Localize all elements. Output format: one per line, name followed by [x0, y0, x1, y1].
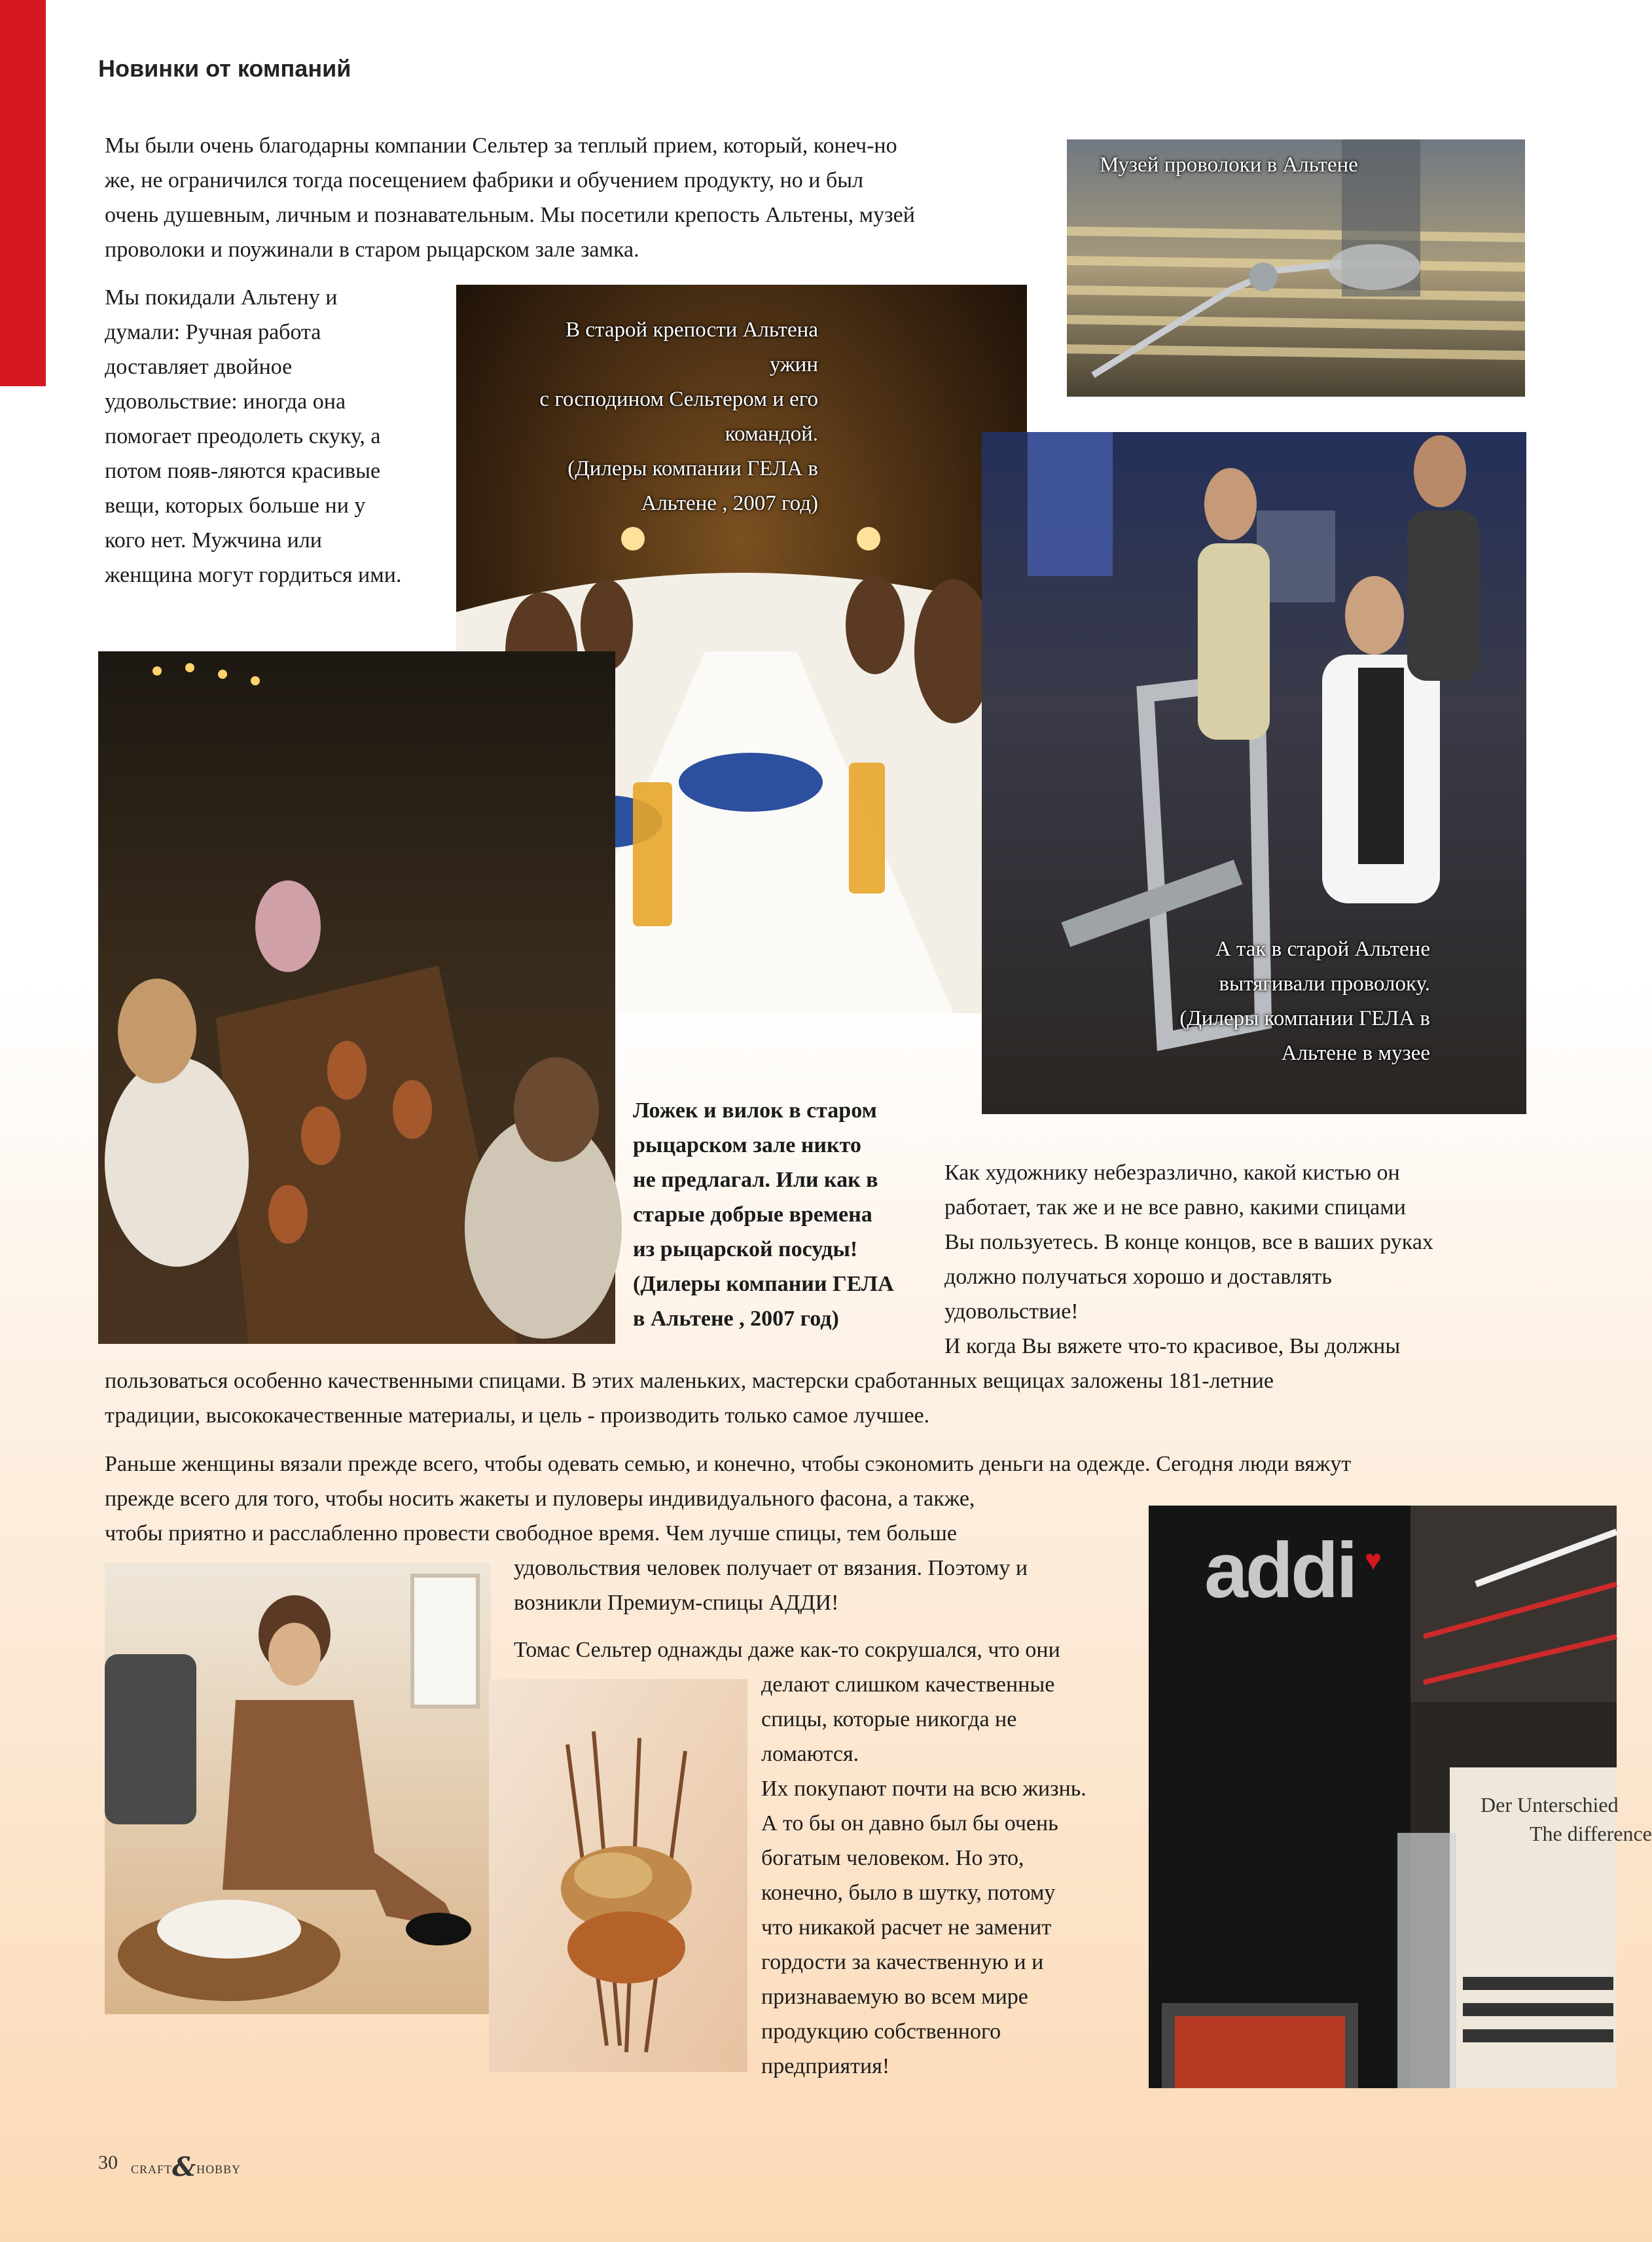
caption-dinner: [478, 313, 818, 521]
heart-icon: ♥: [1365, 1544, 1382, 1576]
text-line: очень душевным, личным и познавательным. Мы посетили крепость Альтены, музей: [105, 203, 915, 227]
caption-line: Ложек и вилок в старом: [633, 1098, 877, 1123]
caption-line: А так в старой Альтене: [1215, 937, 1430, 961]
knitting-paragraph-indent: [514, 1551, 1142, 1620]
red-accent-bar: [0, 0, 46, 386]
section-title: Новинки от компаний: [98, 55, 351, 82]
left-paragraph: [105, 280, 445, 592]
caption-line: командой.: [725, 422, 818, 446]
caption-line: (Дилеры компании ГЕЛА в: [1179, 1007, 1430, 1030]
text-line: Вы пользуетесь. В конце концов, все в ваших руках: [944, 1230, 1433, 1254]
booth-sign: [1481, 1790, 1652, 1848]
text-line: доставляет двойное: [105, 355, 293, 379]
text-line: вещи, которых больше ни у: [105, 494, 366, 518]
addi-logo: addi: [1204, 1527, 1356, 1614]
text-line: признаваемую во всем мире: [761, 1985, 1028, 2009]
text-line: гордости за качественную и и: [761, 1950, 1044, 1974]
text-line: работает, так же и не все равно, какими спицами: [944, 1195, 1406, 1220]
text-line: же, не ограничился тогда посещением фабрики и обучением продукту, но и был: [105, 168, 864, 192]
text-line: предприятия!: [761, 2054, 890, 2078]
text-line: ломаются.: [761, 1742, 859, 1766]
magazine-word: craft: [131, 2158, 173, 2177]
text-line: спицы, которые никогда не: [761, 1707, 1017, 1731]
caption-line: рыцарском зале никто: [633, 1133, 861, 1157]
ampersand: &: [172, 2152, 197, 2182]
text-line: продукцию собственного: [761, 2019, 1001, 2044]
selter-intro-line: Томас Сельтер однажды даже как-то сокрушался, что они: [514, 1638, 1060, 1662]
caption-knight-hall: [633, 1093, 941, 1336]
text-line: Раньше женщины вязали прежде всего, чтобы одевать семью, и конечно, чтобы сэкономить деньги на одежде. Сегодня люди вяжут: [105, 1452, 1352, 1476]
text-line: А то бы он давно был бы очень: [761, 1811, 1058, 1835]
caption-line: (Дилеры компании ГЕЛА в: [567, 457, 818, 480]
text-line: возникли Премиум-спицы АДДИ!: [514, 1591, 839, 1615]
magazine-logo: [131, 2152, 241, 2182]
photo-knight-hall: [98, 651, 615, 1344]
caption-line: Альтене , 2007 год): [641, 492, 818, 515]
caption-line: ужин: [769, 353, 818, 376]
caption-line: Альтене в музее: [1281, 1041, 1430, 1065]
text-line: Мы были очень благодарны компании Сельтер за теплый прием, который, конеч-но: [105, 134, 897, 158]
text-line: И когда Вы вяжете что-то красивое, Вы должны: [944, 1334, 1401, 1358]
page-number: 30: [98, 2152, 118, 2173]
text-line: чтобы приятно и расслабленно провести свободное время. Чем лучше спицы, тем больше: [105, 1521, 957, 1546]
selter-paragraph: [761, 1667, 1154, 2084]
text-line: кого нет. Мужчина или: [105, 528, 322, 552]
text-line: Их покупают почти на всю жизнь.: [761, 1777, 1086, 1801]
text-line: удовольствие!: [944, 1299, 1079, 1324]
text-line: пользоваться особенно качественными спицами. В этих маленьких, мастерски сработанных вещицах заложены 181-летние: [105, 1369, 1274, 1393]
caption-line: вытягивали проволоку.: [1219, 972, 1430, 996]
magazine-word: hobby: [196, 2158, 242, 2177]
text-line: прежде всего для того, чтобы носить жакеты и пуловеры индивидуального фасона, а также,: [105, 1487, 975, 1511]
text-line: потом появ-ляются красивые: [105, 459, 381, 483]
text-line: помогает преодолеть скуку, а: [105, 424, 381, 448]
text-line: удовольствия человек получает от вязания. Поэтому и: [514, 1556, 1028, 1580]
text-line: думали: Ручная работа: [105, 320, 321, 344]
text-line: должно получаться хорошо и доставлять: [944, 1265, 1332, 1289]
caption-line: с господином Сельтером и его: [539, 388, 818, 411]
text-line: традиции, высококачественные материалы, и цель - производить только самое лучшее.: [105, 1403, 930, 1428]
quality-paragraph: [105, 1364, 1577, 1433]
text-line: удовольствие: иногда она: [105, 389, 346, 414]
text-line: что никакой расчет не заменит: [761, 1915, 1052, 1940]
caption-line: старые добрые времена: [633, 1202, 872, 1227]
caption-line: в Альтене , 2007 год): [633, 1307, 839, 1331]
intro-paragraph: [105, 128, 1034, 267]
text-line: Как художнику небезразлично, какой кистью он: [944, 1161, 1400, 1185]
text-line: женщина могут гордиться ими.: [105, 563, 402, 587]
caption-line: из рыцарской посуды!: [633, 1237, 858, 1261]
photo-yarn-needles: [489, 1679, 747, 2072]
text-line: конечно, было в шутку, потому: [761, 1881, 1056, 1905]
photo-woman-knitting: [105, 1563, 491, 2014]
artist-paragraph: [944, 1155, 1534, 1364]
text-line: делают слишком качественные: [761, 1672, 1055, 1697]
text-line: проволоки и поужинали в старом рыцарском зале замка.: [105, 238, 639, 262]
text-line: богатым человеком. Но это,: [761, 1846, 1024, 1870]
caption-line: (Дилеры компании ГЕЛА: [633, 1272, 894, 1296]
text-line: Мы покидали Альтену и: [105, 285, 338, 310]
caption-line: не предлагал. Или как в: [633, 1168, 878, 1192]
booth-sign-line: The difference: [1530, 1822, 1652, 1845]
caption-line: В старой крепости Альтена: [566, 318, 818, 342]
booth-sign-line: Der Unterschied: [1481, 1793, 1619, 1817]
caption-wire-museum: Музей проволоки в Альтене: [1100, 153, 1358, 177]
caption-wire-pulling: [1086, 932, 1430, 1071]
